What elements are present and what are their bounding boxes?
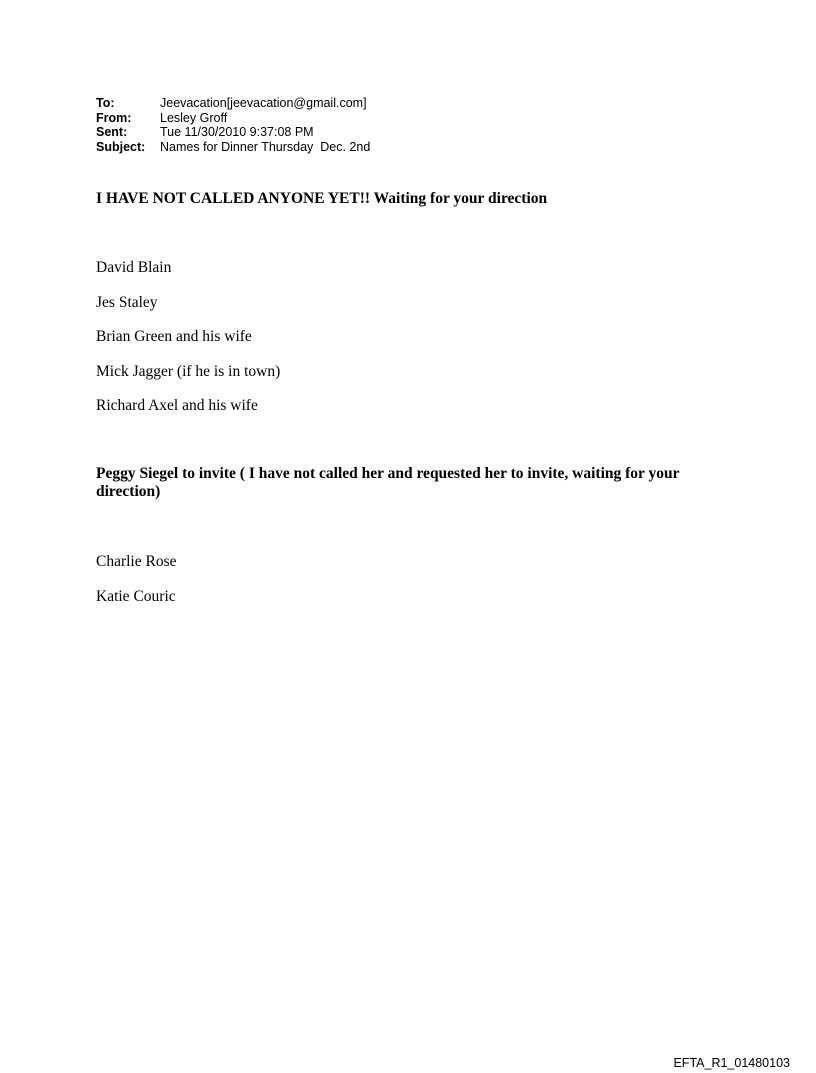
invite-list-item: Charlie Rose [96,553,177,570]
from-label: From: [96,110,132,125]
subject-row [96,140,370,155]
invite-list-item: Katie Couric [96,587,176,605]
guest-list-item: Jes Staley [96,293,158,311]
subject-value: Names for Dinner Thursday Dec. 2nd [160,139,371,154]
sent-row [96,125,370,140]
body-heading-peggy-siegel: Peggy Siegel to invite ( I have not called her and requested her to invite, waiting for your direction) [96,465,680,500]
to-label: To: [96,96,115,110]
body-heading-not-called: I HAVE NOT CALLED ANYONE YET!! Waiting for your direction [96,190,548,207]
from-row [96,111,370,126]
to-value: Jeevacation[jeevacation@gmail.com] [160,96,367,110]
guest-list [96,259,280,432]
guest-list-item: Mick Jagger (if he is in town) [96,362,281,380]
email-header [96,96,370,154]
invite-list [96,553,177,622]
guest-list-item: David Blain [96,259,172,276]
sent-label: Sent: [96,125,128,139]
guest-list-item: Brian Green and his wife [96,328,252,345]
guest-list-item: Richard Axel and his wife [96,397,258,414]
to-row [96,96,370,111]
from-value: Lesley Groff [160,110,228,125]
subject-label: Subject: [96,139,146,154]
sent-value: Tue 11/30/2010 9:37:08 PM [160,125,314,139]
document-id: EFTA_R1_01480103 [673,1056,790,1070]
